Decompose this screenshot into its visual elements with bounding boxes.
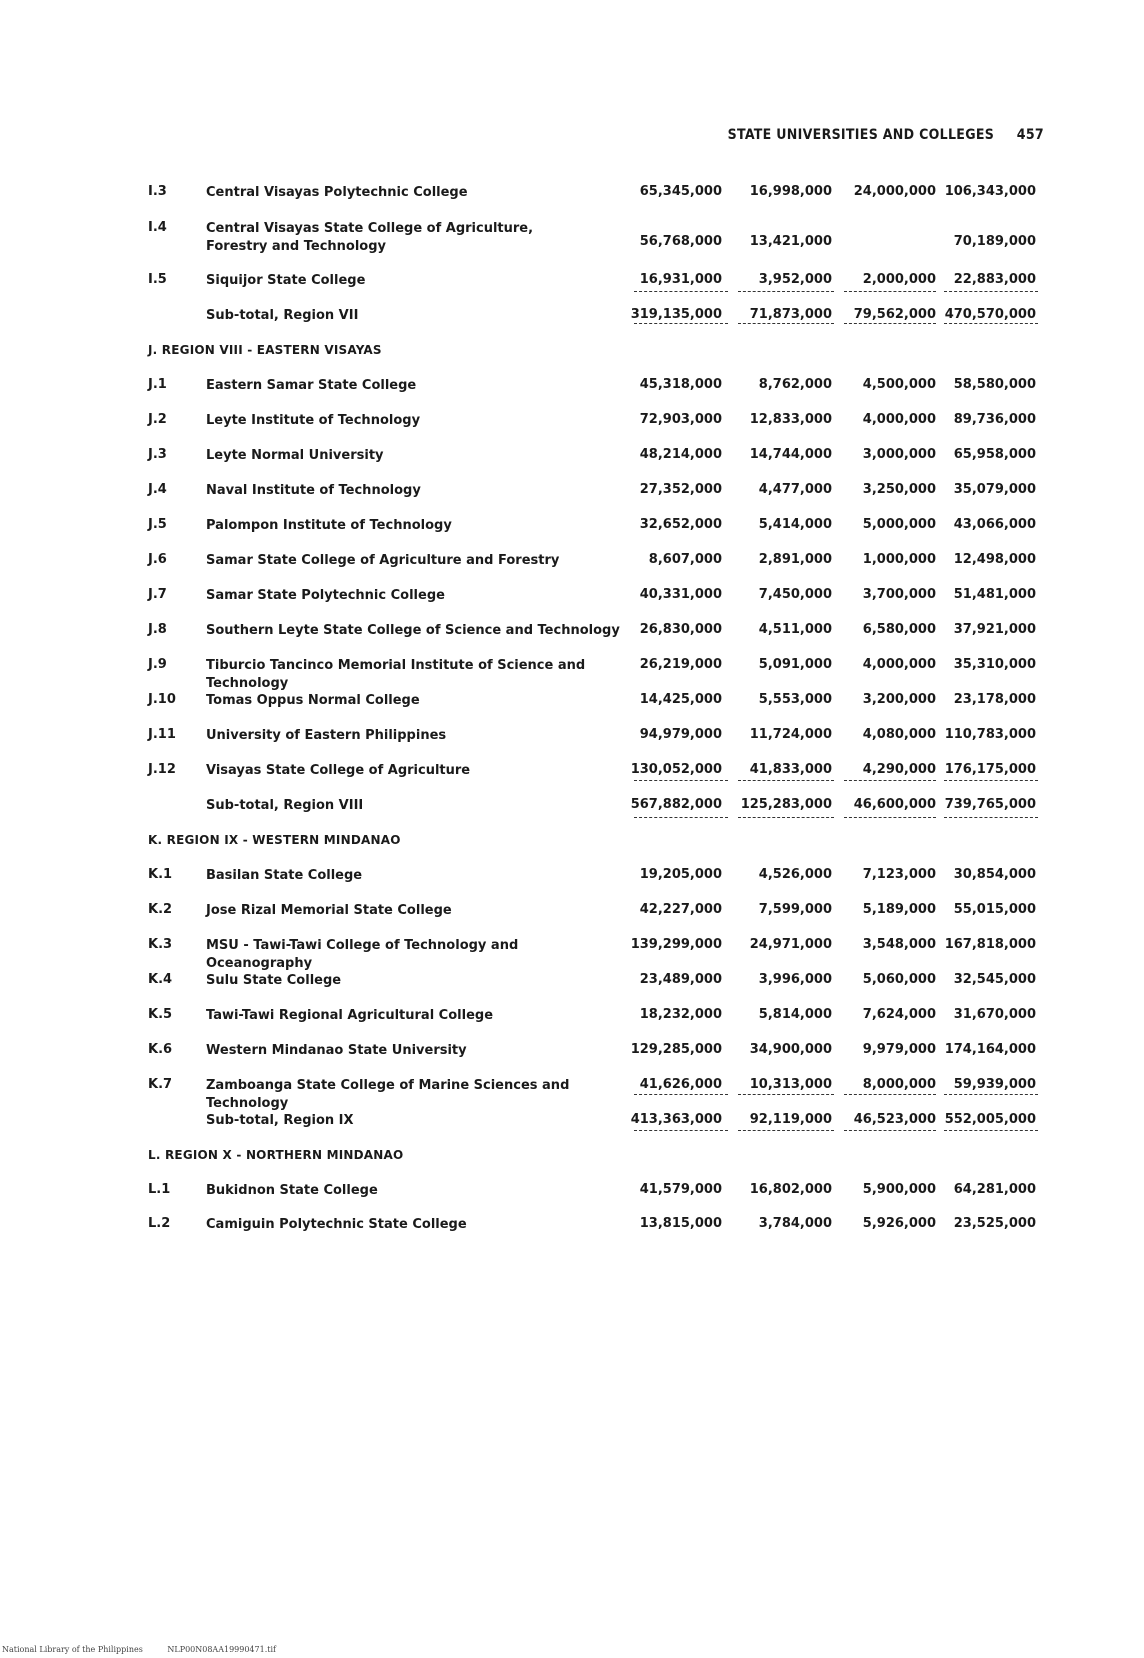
amount-col-4: 58,580,000 [953, 377, 1036, 392]
institution-name-line: Samar State College of Agriculture and Forestry [206, 553, 560, 568]
row-code: J.4 [148, 482, 167, 497]
institution-name [206, 587, 626, 605]
amount-col-1: 48,214,000 [639, 447, 722, 462]
row-code: I.4 [148, 220, 167, 235]
amount-col-4: 470,570,000 [944, 307, 1036, 322]
dashed-rule [944, 291, 1038, 292]
institution-name-line: Sub-total, Region VIII [206, 798, 364, 813]
row-code: K.4 [148, 972, 173, 987]
institution-name [206, 902, 626, 920]
institution-name [206, 272, 626, 290]
footer-library: National Library of the Philippines [2, 1645, 143, 1654]
table-row [0, 657, 1144, 691]
table-row [0, 447, 1144, 473]
institution-name [206, 184, 626, 202]
table-row [0, 517, 1144, 543]
amount-col-4: 35,310,000 [953, 657, 1036, 672]
institution-name [206, 972, 626, 990]
row-code: J.2 [148, 412, 167, 427]
dashed-rule [944, 780, 1038, 781]
table-row [0, 552, 1144, 578]
amount-col-1: 139,299,000 [630, 937, 722, 952]
amount-col-3: 1,000,000 [862, 552, 936, 567]
amount-col-3: 4,080,000 [862, 727, 936, 742]
dashed-rule [738, 780, 834, 781]
amount-col-2: 10,313,000 [749, 1077, 832, 1092]
amount-col-4: 12,498,000 [953, 552, 1036, 567]
row-code: L.1 [148, 1182, 171, 1197]
amount-col-1: 18,232,000 [639, 1007, 722, 1022]
table-row [0, 184, 1144, 210]
institution-name-line: Jose Rizal Memorial State College [206, 903, 452, 918]
amount-col-3: 8,000,000 [862, 1077, 936, 1092]
institution-name-line: Visayas State College of Agriculture [206, 763, 471, 778]
amount-col-1: 16,931,000 [639, 272, 722, 287]
row-code: J.11 [148, 727, 176, 742]
row-code: L.2 [148, 1216, 171, 1231]
amount-col-4: 22,883,000 [953, 272, 1036, 287]
dashed-rule [844, 780, 936, 781]
institution-name-line: MSU - Tawi-Tawi College of Technology and Oceanography [206, 938, 519, 971]
dashed-rule [944, 1094, 1038, 1095]
institution-name-line-2: Forestry and Technology [206, 239, 387, 254]
amount-col-4: 110,783,000 [944, 727, 1036, 742]
amount-col-2: 3,784,000 [758, 1216, 832, 1231]
row-code: I.5 [148, 272, 167, 287]
table-row [0, 937, 1144, 971]
amount-col-1: 27,352,000 [639, 482, 722, 497]
amount-col-2: 24,971,000 [749, 937, 832, 952]
institution-name-line: Naval Institute of Technology [206, 483, 421, 498]
amount-col-3: 79,562,000 [853, 307, 936, 322]
institution-name-line: Samar State Polytechnic College [206, 588, 445, 603]
amount-col-3: 46,600,000 [853, 797, 936, 812]
institution-name-line: Tomas Oppus Normal College [206, 693, 420, 708]
row-code: K.5 [148, 1007, 173, 1022]
row-code: K.3 [148, 937, 173, 952]
table-row [0, 1077, 1144, 1111]
institution-name [206, 1182, 626, 1200]
institution-name [206, 1216, 626, 1234]
subtotal-row [0, 797, 1144, 823]
institution-name [206, 1007, 626, 1025]
row-code: J.10 [148, 692, 176, 707]
row-code: K.2 [148, 902, 173, 917]
dashed-rule [844, 1094, 936, 1095]
amount-col-1: 41,626,000 [639, 1077, 722, 1092]
amount-col-2: 7,599,000 [758, 902, 832, 917]
amount-col-1: 26,830,000 [639, 622, 722, 637]
amount-col-1: 94,979,000 [639, 727, 722, 742]
amount-col-4: 31,670,000 [953, 1007, 1036, 1022]
institution-name-line: Leyte Normal University [206, 448, 384, 463]
institution-name [206, 482, 626, 500]
amount-col-3: 7,624,000 [862, 1007, 936, 1022]
region-heading: K. REGION IX - WESTERN MINDANAO [148, 833, 401, 847]
institution-name-line: Tawi-Tawi Regional Agricultural College [206, 1008, 494, 1023]
amount-col-4: 43,066,000 [953, 517, 1036, 532]
amount-col-1: 23,489,000 [639, 972, 722, 987]
page-number: 457 [1016, 127, 1044, 143]
table-row [0, 1007, 1144, 1033]
dashed-rule [844, 291, 936, 292]
amount-col-1: 45,318,000 [639, 377, 722, 392]
amount-col-1: 19,205,000 [639, 867, 722, 882]
row-code: J.12 [148, 762, 176, 777]
institution-name [206, 412, 626, 430]
amount-col-1: 319,135,000 [630, 307, 722, 322]
amount-col-2: 34,900,000 [749, 1042, 832, 1057]
region-heading: L. REGION X - NORTHERN MINDANAO [148, 1148, 404, 1162]
table-row [0, 1182, 1144, 1208]
amount-col-3: 5,189,000 [862, 902, 936, 917]
scan-footer [2, 1645, 298, 1654]
amount-col-2: 125,283,000 [740, 797, 832, 812]
institution-name-line: Zamboanga State College of Marine Sciences and Technology [206, 1078, 570, 1111]
row-code: J.7 [148, 587, 167, 602]
amount-col-3: 3,200,000 [862, 692, 936, 707]
amount-col-4: 59,939,000 [953, 1077, 1036, 1092]
amount-col-2: 3,996,000 [758, 972, 832, 987]
institution-name-line: Southern Leyte State College of Science and Technology [206, 623, 620, 638]
amount-col-1: 129,285,000 [630, 1042, 722, 1057]
table-row [0, 272, 1144, 298]
row-code: K.1 [148, 867, 173, 882]
institution-name [206, 797, 626, 815]
institution-name [206, 762, 626, 780]
table-row [0, 377, 1144, 403]
amount-col-1: 40,331,000 [639, 587, 722, 602]
footer-file: NLP00N08AA19990471.tif [167, 1645, 276, 1654]
institution-name [206, 1077, 626, 1113]
amount-col-1: 567,882,000 [630, 797, 722, 812]
amount-col-1: 56,768,000 [639, 234, 722, 249]
running-title: STATE UNIVERSITIES AND COLLEGES [727, 127, 995, 143]
table-row [0, 762, 1144, 788]
institution-name [206, 447, 626, 465]
table-row [0, 972, 1144, 998]
institution-name-line: Sulu State College [206, 973, 342, 988]
amount-col-4: 167,818,000 [944, 937, 1036, 952]
table-row [0, 902, 1144, 928]
row-code: K.6 [148, 1042, 173, 1057]
institution-name [206, 692, 626, 710]
region-heading: J. REGION VIII - EASTERN VISAYAS [148, 343, 382, 357]
amount-col-4: 35,079,000 [953, 482, 1036, 497]
institution-name-line: Camiguin Polytechnic State College [206, 1217, 467, 1232]
institution-name [206, 1112, 626, 1130]
amount-col-1: 65,345,000 [639, 184, 722, 199]
amount-col-4: 174,164,000 [944, 1042, 1036, 1057]
amount-col-1: 8,607,000 [648, 552, 722, 567]
amount-col-1: 413,363,000 [630, 1112, 722, 1127]
amount-col-4: 106,343,000 [944, 184, 1036, 199]
institution-name-line: Sub-total, Region VII [206, 308, 359, 323]
table-row [0, 1216, 1144, 1242]
subtotal-row [0, 1112, 1144, 1138]
table-row [0, 587, 1144, 613]
amount-col-3: 3,000,000 [862, 447, 936, 462]
institution-name-line: Western Mindanao State University [206, 1043, 467, 1058]
amount-col-3: 5,900,000 [862, 1182, 936, 1197]
amount-col-4: 65,958,000 [953, 447, 1036, 462]
institution-name-line: Central Visayas State College of Agriculture, [206, 221, 534, 236]
institution-name [206, 517, 626, 535]
amount-col-3: 3,250,000 [862, 482, 936, 497]
amount-col-2: 71,873,000 [749, 307, 832, 322]
table-row [0, 727, 1144, 753]
amount-col-4: 32,545,000 [953, 972, 1036, 987]
amount-col-3: 2,000,000 [862, 272, 936, 287]
amount-col-4: 64,281,000 [953, 1182, 1036, 1197]
row-code: J.9 [148, 657, 167, 672]
table-row [0, 692, 1144, 718]
amount-col-2: 3,952,000 [758, 272, 832, 287]
row-code: J.3 [148, 447, 167, 462]
dashed-rule [634, 780, 728, 781]
amount-col-3: 6,580,000 [862, 622, 936, 637]
amount-col-1: 26,219,000 [639, 657, 722, 672]
amount-col-4: 176,175,000 [944, 762, 1036, 777]
dashed-rule [738, 291, 834, 292]
row-code: J.5 [148, 517, 167, 532]
amount-col-3: 4,000,000 [862, 412, 936, 427]
amount-col-4: 70,189,000 [953, 234, 1036, 249]
row-code: K.7 [148, 1077, 173, 1092]
amount-col-3: 4,000,000 [862, 657, 936, 672]
amount-col-3: 5,926,000 [862, 1216, 936, 1231]
amount-col-3: 4,290,000 [862, 762, 936, 777]
amount-col-3: 3,700,000 [862, 587, 936, 602]
amount-col-3: 24,000,000 [853, 184, 936, 199]
table-row [0, 622, 1144, 648]
amount-col-1: 42,227,000 [639, 902, 722, 917]
amount-col-3: 9,979,000 [862, 1042, 936, 1057]
amount-col-2: 7,450,000 [758, 587, 832, 602]
row-code: J.6 [148, 552, 167, 567]
amount-col-2: 5,091,000 [758, 657, 832, 672]
amount-col-4: 739,765,000 [944, 797, 1036, 812]
amount-col-2: 16,998,000 [749, 184, 832, 199]
dashed-rule [634, 291, 728, 292]
amount-col-3: 7,123,000 [862, 867, 936, 882]
row-code: J.1 [148, 377, 167, 392]
amount-col-2: 14,744,000 [749, 447, 832, 462]
amount-col-4: 23,178,000 [953, 692, 1036, 707]
amount-col-2: 4,477,000 [758, 482, 832, 497]
amount-col-4: 55,015,000 [953, 902, 1036, 917]
institution-name [206, 377, 626, 395]
amount-col-4: 37,921,000 [953, 622, 1036, 637]
institution-name-line: University of Eastern Philippines [206, 728, 447, 743]
table-row [0, 1042, 1144, 1068]
amount-col-3: 46,523,000 [853, 1112, 936, 1127]
dashed-rule [738, 1094, 834, 1095]
amount-col-2: 4,511,000 [758, 622, 832, 637]
amount-col-4: 51,481,000 [953, 587, 1036, 602]
institution-name-line: Eastern Samar State College [206, 378, 417, 393]
institution-name [206, 657, 626, 693]
institution-name-line: Palompon Institute of Technology [206, 518, 452, 533]
amount-col-2: 2,891,000 [758, 552, 832, 567]
amount-col-2: 12,833,000 [749, 412, 832, 427]
row-code: I.3 [148, 184, 167, 199]
table-row [0, 220, 1144, 254]
amount-col-3: 5,000,000 [862, 517, 936, 532]
institution-name [206, 727, 626, 745]
row-code: J.8 [148, 622, 167, 637]
amount-col-2: 13,421,000 [749, 234, 832, 249]
amount-col-1: 14,425,000 [639, 692, 722, 707]
amount-col-1: 41,579,000 [639, 1182, 722, 1197]
page-header [728, 127, 1044, 143]
dashed-rule [634, 1094, 728, 1095]
amount-col-4: 552,005,000 [944, 1112, 1036, 1127]
amount-col-2: 8,762,000 [758, 377, 832, 392]
institution-name-line: Siquijor State College [206, 273, 366, 288]
amount-col-2: 5,814,000 [758, 1007, 832, 1022]
amount-col-2: 4,526,000 [758, 867, 832, 882]
institution-name-line: Bukidnon State College [206, 1183, 378, 1198]
amount-col-1: 32,652,000 [639, 517, 722, 532]
amount-col-4: 89,736,000 [953, 412, 1036, 427]
amount-col-2: 5,553,000 [758, 692, 832, 707]
institution-name [206, 867, 626, 885]
amount-col-2: 41,833,000 [749, 762, 832, 777]
amount-col-1: 13,815,000 [639, 1216, 722, 1231]
table-row [0, 412, 1144, 438]
institution-name-line: Tiburcio Tancinco Memorial Institute of Science and Technology [206, 658, 586, 691]
institution-name [206, 622, 626, 640]
institution-name [206, 1042, 626, 1060]
amount-col-1: 130,052,000 [630, 762, 722, 777]
amount-col-2: 92,119,000 [749, 1112, 832, 1127]
amount-col-2: 5,414,000 [758, 517, 832, 532]
amount-col-3: 4,500,000 [862, 377, 936, 392]
institution-name-line: Leyte Institute of Technology [206, 413, 421, 428]
table-row [0, 867, 1144, 893]
amount-col-4: 30,854,000 [953, 867, 1036, 882]
institution-name [206, 220, 626, 256]
institution-name-line: Basilan State College [206, 868, 363, 883]
amount-col-3: 5,060,000 [862, 972, 936, 987]
amount-col-1: 72,903,000 [639, 412, 722, 427]
institution-name [206, 552, 626, 570]
amount-col-2: 11,724,000 [749, 727, 832, 742]
subtotal-row [0, 307, 1144, 333]
table-row [0, 482, 1144, 508]
institution-name [206, 937, 626, 973]
amount-col-4: 23,525,000 [953, 1216, 1036, 1231]
institution-name-line: Sub-total, Region IX [206, 1113, 354, 1128]
amount-col-3: 3,548,000 [862, 937, 936, 952]
institution-name-line: Central Visayas Polytechnic College [206, 185, 468, 200]
amount-col-2: 16,802,000 [749, 1182, 832, 1197]
institution-name [206, 307, 626, 325]
